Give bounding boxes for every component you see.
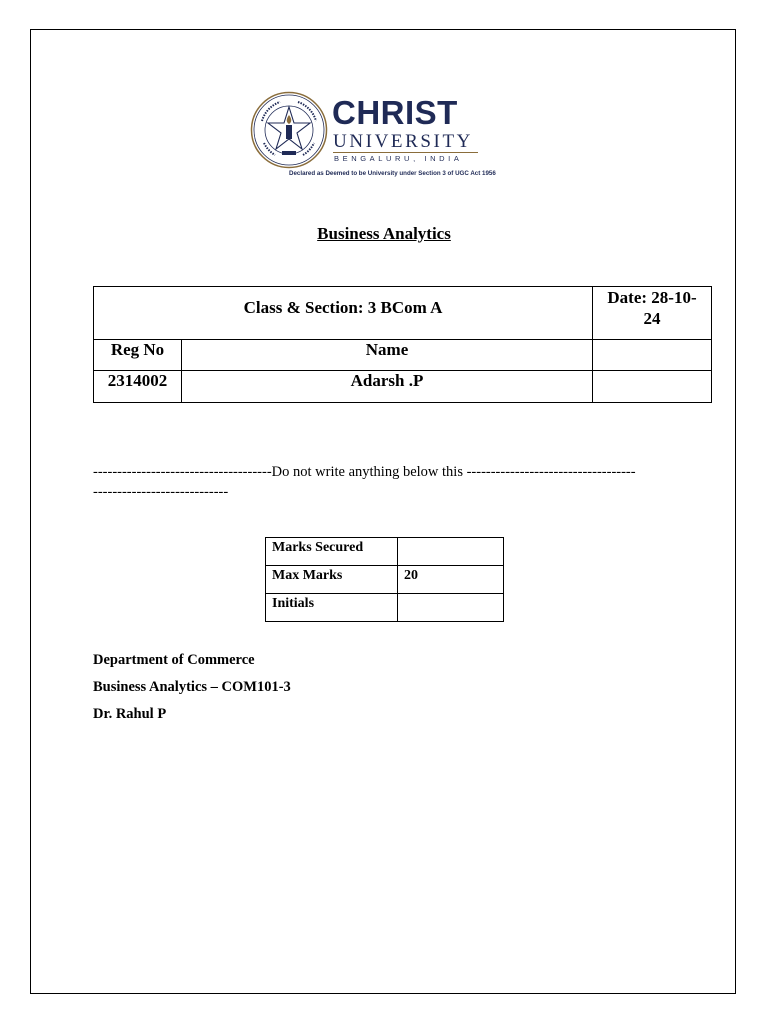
date-line-1: Date: 28-10-: [607, 288, 697, 307]
do-not-write-divider: [93, 462, 693, 502]
name-value-cell: [181, 370, 593, 403]
table-row: [266, 538, 504, 566]
logo-subtitle: UNIVERSITY: [333, 131, 473, 152]
reg-no-value-cell: [93, 370, 182, 403]
reg-no-header: Reg No: [110, 340, 165, 359]
course-text: Business Analytics – COM101-3: [93, 679, 291, 695]
marks-table: [265, 537, 504, 622]
university-logo: [250, 91, 496, 183]
marks-value: [398, 538, 504, 566]
marks-label: Marks Secured: [266, 538, 398, 566]
empty-header-cell: [592, 339, 712, 371]
date-line-2: 24: [643, 309, 661, 328]
empty-value-cell: [592, 370, 712, 403]
divider-line-2: ----------------------------: [93, 484, 229, 500]
name-header: Name: [365, 340, 409, 359]
divider-line-1: -------------------------------------Do not write anything below this -----------------------------------: [93, 464, 636, 480]
name-value: Adarsh .P: [350, 371, 424, 390]
document-title-wrap: [0, 224, 768, 244]
faculty-text: Dr. Rahul P: [93, 706, 167, 722]
class-section-text: Class & Section: 3 BCom A: [243, 298, 443, 317]
marks-value: [398, 594, 504, 622]
logo-wordmark: CHRIST: [332, 94, 458, 131]
document-title: Business Analytics: [317, 224, 451, 243]
reg-no-value: 2314002: [107, 371, 168, 390]
department-text: Department of Commerce: [93, 652, 255, 668]
marks-label: Initials: [266, 594, 398, 622]
class-section-cell: [93, 286, 593, 340]
marks-value: 20: [398, 566, 504, 594]
marks-label: Max Marks: [266, 566, 398, 594]
logo-location: BENGALURU, INDIA: [334, 154, 463, 163]
student-info-table: [93, 286, 712, 403]
reg-no-header-cell: [93, 339, 182, 371]
university-seal-icon: [250, 91, 328, 169]
name-header-cell: [181, 339, 593, 371]
logo-declaration: Declared as Deemed to be University under Section 3 of UGC Act 1956: [289, 170, 496, 177]
logo-rule: [333, 152, 478, 153]
table-row: [266, 566, 504, 594]
date-cell: [592, 286, 712, 340]
table-row: [266, 594, 504, 622]
